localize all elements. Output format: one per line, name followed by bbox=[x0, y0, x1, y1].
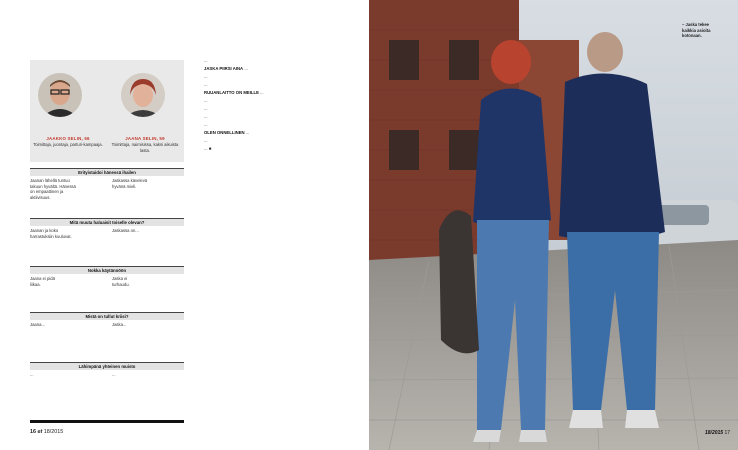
section-lead: OLEN ONNELLINEN bbox=[204, 130, 245, 135]
issue-number: 18/2015 bbox=[705, 430, 724, 436]
couple-photo bbox=[369, 0, 738, 450]
body-paragraph: ... bbox=[204, 82, 208, 87]
body-paragraph: ... bbox=[260, 90, 264, 95]
section-lead: RUUANLAITTO ON MEILLE bbox=[204, 90, 259, 95]
body-paragraph: ... bbox=[204, 106, 208, 111]
qa-section bbox=[30, 168, 184, 200]
body-paragraph: ... bbox=[204, 122, 208, 127]
body-paragraph: ... bbox=[204, 58, 208, 63]
qa-answer-jaakko: ... bbox=[30, 372, 34, 377]
body-paragraph: ... bbox=[204, 146, 208, 151]
person-name: JAAKKO SELIN, 56 bbox=[46, 136, 90, 141]
body-paragraph: ... bbox=[204, 114, 208, 119]
end-mark: ■ bbox=[208, 146, 212, 151]
qa-answer-jaakko: Jaana ei pidä liikaa. bbox=[30, 276, 55, 287]
qa-answer-jaana: Jaska ei turhaudu. bbox=[112, 276, 130, 287]
qa-answer-jaana: Jaska... bbox=[112, 322, 127, 327]
left-page bbox=[0, 0, 368, 450]
qa-answer-jaana: ... bbox=[112, 372, 116, 377]
qa-answer-jaana: Jaskassa kävelevä hyvänä mieli. bbox=[112, 178, 148, 189]
qa-heading: Erityistaidoi hänessä ihailen bbox=[30, 168, 184, 176]
body-paragraph: ... bbox=[204, 74, 208, 79]
bottom-rule bbox=[30, 420, 184, 423]
jaakko-portrait bbox=[38, 73, 82, 117]
folio-left bbox=[30, 429, 63, 435]
jaana-caption bbox=[110, 136, 180, 153]
page-number: 17 bbox=[724, 430, 731, 436]
photo-caption: – Jaska tekee kaikkia asioita kotonaan. bbox=[682, 22, 711, 39]
qa-heading: Mitä muuta haluaisit toiselle olevan? bbox=[30, 218, 184, 226]
qa-section bbox=[30, 266, 184, 287]
qa-heading: Mistä on tullut kriisi? bbox=[30, 312, 184, 320]
qa-heading: Lähimpänä yhteinen muisto bbox=[30, 362, 184, 370]
body-paragraph: ... bbox=[245, 130, 250, 135]
qa-section bbox=[30, 312, 184, 328]
folio-right bbox=[705, 430, 730, 436]
jaana-portrait bbox=[121, 73, 165, 117]
magazine-brand: et bbox=[37, 429, 43, 435]
person-role: Toimittaja, juontaja, parturi-kampaaja. bbox=[33, 142, 103, 147]
qa-answer-jaakko: Jaanan ja koko harrastuksiin kuuluvat. bbox=[30, 228, 72, 239]
issue-number: 18/2015 bbox=[43, 429, 64, 435]
qa-heading: Nokka käytännöön bbox=[30, 266, 184, 274]
jaakko-caption bbox=[33, 136, 103, 148]
page-number: 16 bbox=[30, 429, 36, 435]
section-lead: JASKA PIIRSI AINA bbox=[204, 66, 244, 71]
qa-section bbox=[30, 362, 184, 378]
qa-section bbox=[30, 218, 184, 239]
body-paragraph: ... bbox=[244, 66, 248, 71]
article-body bbox=[204, 58, 356, 154]
person-name: JAANA SELIN, 59 bbox=[125, 136, 165, 141]
qa-answer-jaakko: Jaanan lähellä tuntuu takuun hyvältä. Hänessä on empaattinen ja aktiivisuus. bbox=[30, 178, 76, 200]
qa-answer-jaakko: Jaana... bbox=[30, 322, 45, 327]
body-paragraph: ... bbox=[204, 138, 208, 143]
qa-answer-jaana: Jaskassa on... bbox=[112, 228, 139, 233]
person-role: Toimittaja, naimisissa, kaksi aikuista lasta. bbox=[111, 142, 179, 153]
body-paragraph: ... bbox=[204, 98, 208, 103]
